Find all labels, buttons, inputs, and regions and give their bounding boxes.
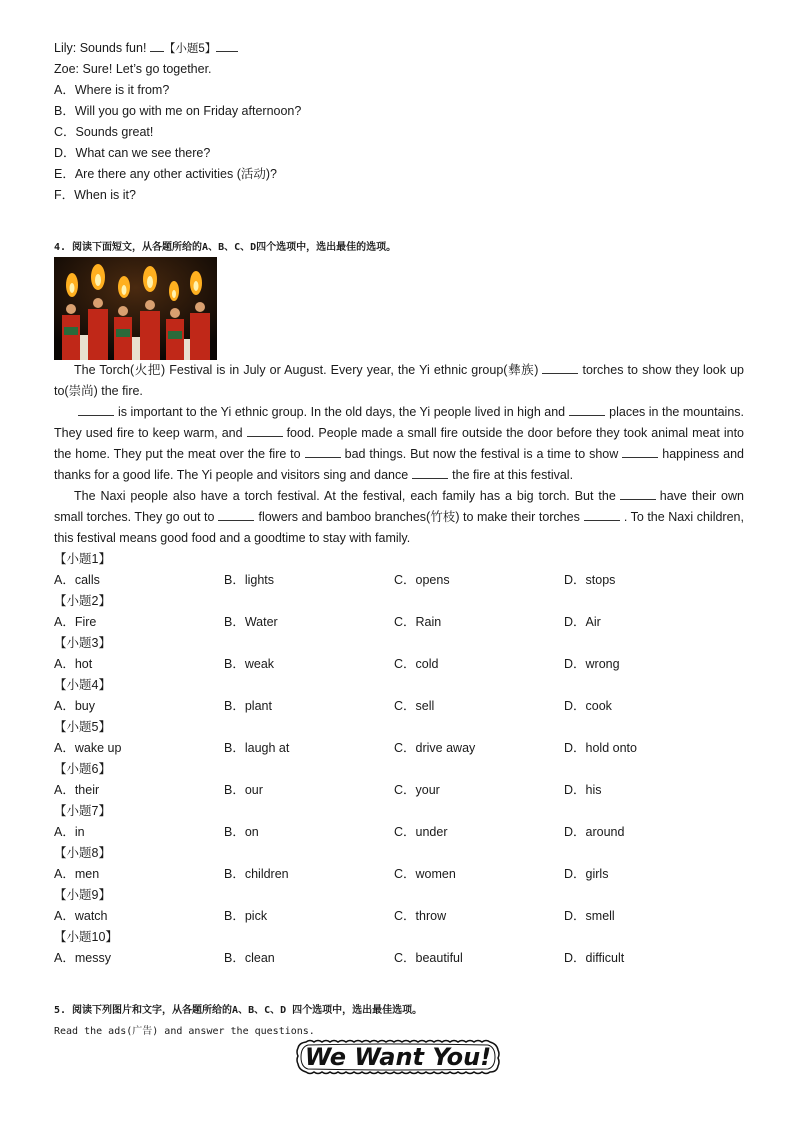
q2-option-a[interactable]: A．Fire	[54, 615, 97, 629]
dialogue-zoe: Zoe: Sure! Let’s go together.	[54, 62, 212, 76]
blank-3[interactable]	[569, 403, 605, 416]
q1-option-a[interactable]: A．calls	[54, 573, 100, 587]
blank-9[interactable]	[218, 508, 254, 521]
passage-paragraph-2	[54, 402, 744, 486]
p1-seg-1: The Torch(火把) Festival is in July or August. Every year, the Yi ethnic group(彝族)	[74, 363, 539, 377]
question-4-label: 【小题4】	[54, 678, 111, 692]
q5-option-c[interactable]: C．drive away	[394, 741, 476, 755]
question-7-label: 【小题7】	[54, 804, 111, 818]
section5-title: 5. 阅读下列图片和文字，从各题所给的A、B、C、D 四个选项中，选出最佳选项。	[54, 1005, 423, 1016]
q5-option-b[interactable]: B．laugh at	[224, 741, 290, 755]
q2-option-b[interactable]: B．Water	[224, 615, 278, 629]
p2-seg-5: happiness and thanks for a good life. The Yi people and visitors sing and dance	[54, 447, 745, 482]
p2-seg-3: food. People made a small fire outside the door before they took animal meat into the home. They put the meat over the fire to	[54, 426, 744, 461]
banner-text: We Want You!	[304, 1043, 492, 1071]
q10-option-a[interactable]: A．messy	[54, 951, 111, 965]
option-f: F．When is it?	[54, 188, 136, 202]
q10-option-b[interactable]: B．clean	[224, 951, 275, 965]
q9-option-d[interactable]: D．smell	[564, 909, 615, 923]
q1-option-c[interactable]: C．opens	[394, 573, 450, 587]
blank-10[interactable]	[584, 508, 620, 521]
dialogue-lily	[54, 38, 238, 60]
q7-option-d[interactable]: D．around	[564, 825, 625, 839]
q4-option-a[interactable]: A．buy	[54, 699, 95, 713]
q2-option-d[interactable]: D．Air	[564, 615, 601, 629]
q1-option-d[interactable]: D．stops	[564, 573, 616, 587]
q7-option-c[interactable]: C．under	[394, 825, 448, 839]
blank-6[interactable]	[622, 445, 658, 458]
q5-option-a[interactable]: A．wake up	[54, 741, 122, 755]
p2-seg-2: places in the mountains. They used fire to keep warm, and	[54, 405, 744, 440]
lily-text: Lily: Sounds fun!	[54, 41, 150, 55]
option-b: B．Will you go with me on Friday afternoon?	[54, 104, 302, 118]
question-1-label: 【小题1】	[54, 552, 111, 566]
question-5-label: 【小题5】	[54, 720, 111, 734]
q6-option-d[interactable]: D．his	[564, 783, 602, 797]
q8-option-b[interactable]: B．children	[224, 867, 289, 881]
blank-8[interactable]	[620, 487, 656, 500]
question-6-label: 【小题6】	[54, 762, 111, 776]
question-8-label: 【小题8】	[54, 846, 111, 860]
p1-seg-2: torches to show they look up to(崇尚) the fire.	[54, 363, 744, 398]
q5-option-d[interactable]: D．hold onto	[564, 741, 637, 755]
q8-option-d[interactable]: D．girls	[564, 867, 609, 881]
q3-option-d[interactable]: D．wrong	[564, 657, 620, 671]
ad-banner	[296, 1038, 500, 1076]
q4-option-c[interactable]: C．sell	[394, 699, 435, 713]
q4-option-b[interactable]: B．plant	[224, 699, 272, 713]
blank-4[interactable]	[247, 424, 283, 437]
p2-seg-6: the fire at this festival.	[452, 468, 574, 482]
q6-option-a[interactable]: A．their	[54, 783, 100, 797]
q7-option-b[interactable]: B．on	[224, 825, 259, 839]
p3-seg-3: flowers and bamboo branches(竹枝) to make their torches	[258, 510, 580, 524]
lily-blank-label: 【小题5】	[163, 43, 217, 55]
option-d: D．What can we see there?	[54, 146, 211, 160]
q10-option-d[interactable]: D．difficult	[564, 951, 625, 965]
p3-seg-1: The Naxi people also have a torch festival. At the festival, each family has a big torch. But the	[74, 489, 616, 503]
torch-festival-photo	[54, 257, 217, 360]
p2-seg-4: bad things. But now the festival is a time to show	[344, 447, 619, 461]
q6-option-c[interactable]: C．your	[394, 783, 440, 797]
q9-option-a[interactable]: A．watch	[54, 909, 108, 923]
q8-option-c[interactable]: C．women	[394, 867, 456, 881]
answer-blank-lead[interactable]	[150, 38, 164, 52]
q2-option-c[interactable]: C．Rain	[394, 615, 442, 629]
question-3-label: 【小题3】	[54, 636, 111, 650]
question-2-label: 【小题2】	[54, 594, 111, 608]
q9-option-c[interactable]: C．throw	[394, 909, 447, 923]
p2-seg-1: is important to the Yi ethnic group. In the old days, the Yi people lived in high and	[118, 405, 566, 419]
section4-title: 4. 阅读下面短文，从各题所给的A、B、C、D四个选项中，选出最佳的选项。	[54, 242, 397, 253]
blank-5[interactable]	[305, 445, 341, 458]
passage-paragraph-3	[54, 486, 744, 549]
q6-option-b[interactable]: B．our	[224, 783, 263, 797]
q1-option-b[interactable]: B．lights	[224, 573, 275, 587]
q3-option-a[interactable]: A．hot	[54, 657, 93, 671]
q7-option-a[interactable]: A．in	[54, 825, 85, 839]
answer-blank-tail[interactable]	[216, 38, 238, 52]
passage-paragraph-1	[54, 360, 744, 402]
blank-1[interactable]	[542, 361, 578, 374]
question-9-label: 【小题9】	[54, 888, 111, 902]
section5-subtitle: Read the ads(广告) and answer the questions.	[54, 1026, 315, 1037]
p3-seg-2: have their own small torches. They go out to	[54, 489, 744, 524]
q4-option-d[interactable]: D．cook	[564, 699, 612, 713]
p3-seg-4: . To the Naxi children, this festival means good food and a goodtime to stay with family.	[54, 510, 744, 545]
blank-2[interactable]	[78, 403, 114, 416]
q8-option-a[interactable]: A．men	[54, 867, 100, 881]
q9-option-b[interactable]: B．pick	[224, 909, 268, 923]
option-c: C．Sounds great!	[54, 125, 154, 139]
option-e: E．Are there any other activities (活动)?	[54, 167, 277, 181]
question-10-label: 【小题10】	[54, 930, 118, 944]
option-a: A．Where is it from?	[54, 83, 170, 97]
q3-option-b[interactable]: B．weak	[224, 657, 275, 671]
q3-option-c[interactable]: C．cold	[394, 657, 439, 671]
blank-7[interactable]	[412, 466, 448, 479]
q10-option-c[interactable]: C．beautiful	[394, 951, 463, 965]
